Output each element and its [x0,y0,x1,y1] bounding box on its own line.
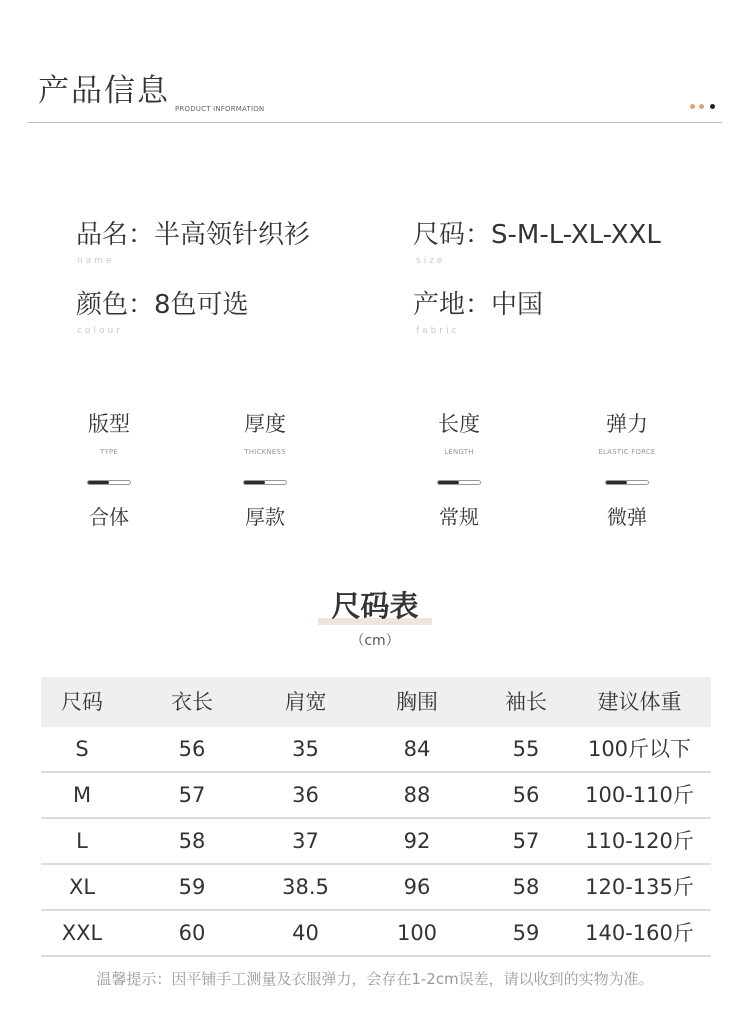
info-origin: 产地：中国 [413,290,544,320]
table-cell: 100 [396,920,438,945]
table-cell: 57 [512,828,540,853]
header-cell: 胸围 [396,689,438,714]
attr-en: THICKNESS [244,448,286,456]
table-cell: 100斤以下 [587,736,692,761]
level-fill [606,481,627,484]
table-row [41,911,711,957]
header-cell: 肩宽 [284,689,327,714]
attr-value: 常规 [439,505,479,529]
table-cell: 110-120斤 [585,828,694,853]
table-cell: 84 [403,736,431,761]
attr-title: 厚度 [244,412,286,436]
attr-title: 弹力 [606,412,648,436]
table-cell: 36 [292,782,319,807]
dot-icon [699,104,704,109]
header-cell: 衣长 [171,689,213,714]
table-cell: XXL [61,920,103,945]
level-fill [244,481,265,484]
header-divider [28,122,722,123]
table-cell: 120-135斤 [585,874,694,899]
table-cell: 60 [178,920,206,945]
table-cell: L [76,828,88,853]
attr-elastic [562,414,692,527]
table-cell: 58 [512,874,540,899]
table-cell: 56 [178,736,206,761]
table-cell: 57 [178,782,206,807]
table-cell: XL [68,874,96,899]
attr-en: LENGTH [444,448,474,456]
info-name-sub: name [77,256,115,266]
table-cell: 38.5 [282,874,329,899]
table-cell: 58 [178,828,206,853]
header-cell: 袖长 [505,689,547,714]
section-subtitle: PRODUCT INFORMATION [175,105,265,113]
table-row [41,865,711,911]
attr-en: TYPE [100,448,118,456]
attr-thickness [200,414,330,527]
attr-title: 长度 [438,412,480,436]
attr-value: 合体 [89,505,129,529]
attr-value: 微弹 [607,505,647,529]
table-cell: M [72,782,92,807]
measurement-note: 温馨提示：因平铺手工测量及衣服弹力，会存在1-2cm误差，请以收到的实物为准。 [96,970,654,988]
size-table-unit: （cm） [350,633,400,649]
header-cell: 建议体重 [597,689,682,714]
table-cell: 59 [178,874,206,899]
attr-value: 厚款 [245,505,285,529]
level-fill [88,481,109,484]
table-row [41,773,711,819]
info-origin-sub: fabric [416,326,460,336]
table-header-row [41,677,711,727]
table-cell: 37 [292,828,319,853]
level-bar [437,480,481,485]
table-cell: 88 [403,782,431,807]
table-cell: 56 [512,782,540,807]
attr-length [394,414,524,527]
level-bar [243,480,287,485]
info-size: 尺码：S-M-L-XL-XXL [413,220,661,250]
table-cell: 92 [403,828,431,853]
table-cell: 40 [292,920,319,945]
table-cell: 100-110斤 [585,782,694,807]
header-cell: 尺码 [61,689,103,714]
level-fill [438,481,459,484]
decorative-dots [690,104,720,110]
table-cell: S [75,736,89,761]
attr-type [44,414,174,527]
table-row [41,819,711,865]
size-table [41,677,711,957]
info-size-sub: size [416,256,446,266]
table-cell: 35 [292,736,319,761]
table-cell: 59 [512,920,540,945]
table-cell: 55 [512,736,540,761]
table-row [41,727,711,773]
info-color: 颜色：8色可选 [76,290,249,320]
attr-en: ELASTIC FORCE [598,448,656,456]
section-title: 产品信息 [38,73,170,109]
info-color-sub: colour [77,326,123,336]
attr-title: 版型 [88,412,130,436]
level-bar [605,480,649,485]
dot-icon [710,104,715,109]
info-name: 品名：半高领针织衫 [76,220,311,250]
table-cell: 96 [403,874,431,899]
level-bar [87,480,131,485]
size-table-title: 尺码表 [331,589,419,623]
table-cell: 140-160斤 [585,920,694,945]
dot-icon [690,104,695,109]
